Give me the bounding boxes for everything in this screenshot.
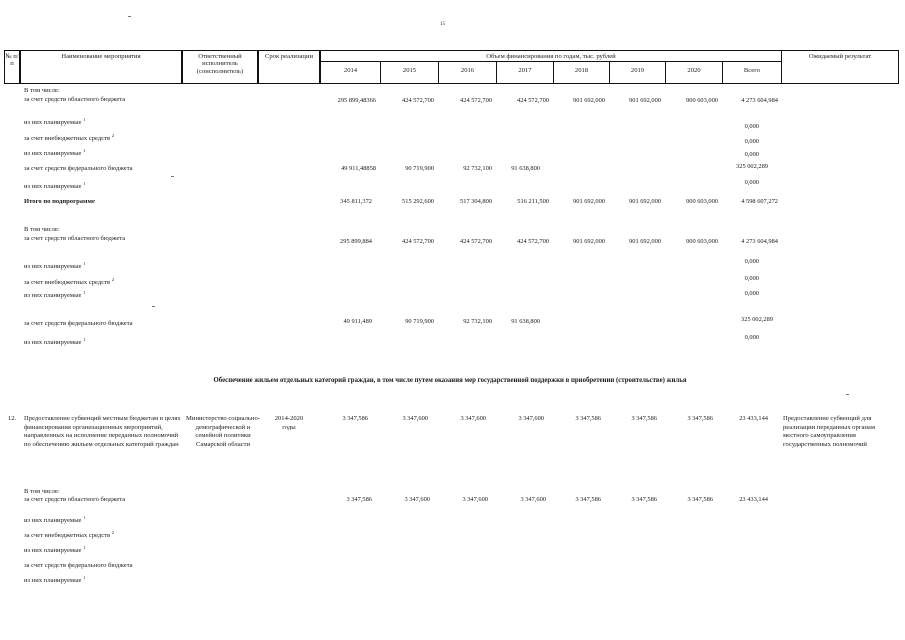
block1-extra-label: за счет внебюджетных средств $^2$ [24,132,115,142]
block2-federal-2016: 92 732,100 [463,318,492,325]
section-heading: Обеспечение жильем отдельных категорий граждан, в том числе путем оказания мер государственной поддержки в приобретении (строительстве) жилья [213,377,687,384]
block2-including: В том числе: [24,226,60,233]
block1-planned3-label: из них планируемые $^1$ [24,180,86,190]
block2-regional-2014: 295 899,884 [340,238,372,245]
block2-planned2-label: из них планируемые $^1$ [24,289,86,299]
total-all: 4 598 607,272 [741,198,778,205]
header-funding: Объем финансирования по годам, тыс. рублей [320,50,782,62]
scan-mark [846,394,849,395]
item12-total: 23 433,144 [739,415,768,422]
item12-2015: 3 347,600 [402,415,428,422]
block1-federal-label: за счет средств федерального бюджета [24,165,133,172]
block2-regional-2018: 901 692,000 [573,238,605,245]
block1-regional-2017: 424 572,700 [517,97,549,104]
block1-planned2-total: 0,000 [744,151,759,158]
block3-regional-2018: 3 347,586 [575,496,601,503]
block2-regional-total: 4 273 604,984 [741,238,778,245]
block2-federal-2014: 49 911,489 [343,318,372,325]
block1-extra-total: 0,000 [744,138,759,145]
scan-mark [152,306,155,307]
block2-planned3-total: 0,000 [744,334,759,341]
header-year-2019: 2019 [609,61,666,84]
block2-planned1-label: из них планируемые $^1$ [24,260,86,270]
block2-federal-2015: 90 719,900 [405,318,434,325]
block3-federal-label: за счет средств федерального бюджета [24,562,133,569]
total-2016: 517 304,800 [460,198,492,205]
header-year-total: Всего [722,61,782,84]
block1-regional-2018: 901 692,000 [573,97,605,104]
header-result: Ожидаемый результат [781,50,899,84]
header-year-2014: 2014 [320,61,381,84]
block3-regional-2015: 3 347,600 [404,496,430,503]
block3-including: В том числе: [24,488,60,495]
block3-regional-2020: 3 347,586 [687,496,713,503]
header-year-2020: 2020 [665,61,723,84]
scan-mark [128,16,131,17]
block2-federal-label: за счет средств федерального бюджета [24,320,133,327]
item12-number: 12. [8,415,17,422]
block2-planned3-label: из них планируемые $^1$ [24,336,86,346]
block2-regional-2016: 424 572,700 [460,238,492,245]
block3-regional-2016: 3 347,600 [462,496,488,503]
block2-regional-2015: 424 572,700 [402,238,434,245]
item12-executor: Министерство социально-демографической и семейной политики Самарской области [186,415,260,448]
block2-regional-2019: 901 692,000 [629,238,661,245]
total-2020: 900 603,000 [686,198,718,205]
block2-extra-total: 0,000 [744,275,759,282]
block1-regional-2014: 295 899,48366 [337,97,376,104]
item12-name: Предоставление субвенций местным бюджетам в целях финансирования организационных мероприятий, направленных на исполнение переданных полномочий по обеспечению жильем отдельных категорий граждан [24,415,181,448]
scan-mark [171,176,174,177]
total-2015: 515 292,600 [402,198,434,205]
block1-planned2-label: из них планируемые $^1$ [24,147,86,157]
block2-planned2-total: 0,000 [744,290,759,297]
page-number: 15 [440,22,445,27]
item12-result: Предоставление субвенций для реализации переданных органам местного самоуправления государственных полномочий [783,415,876,448]
block1-federal-2017: 91 638,800 [511,165,540,172]
block1-planned3-total: 0,000 [744,179,759,186]
header-name: Наименование мероприятия [20,50,182,84]
subprogram-total-label: Итого по подпрограмме [24,198,95,205]
total-2017: 516 211,500 [517,198,549,205]
item12-2014: 3 347,586 [342,415,368,422]
block3-regional-2017: 3 347,600 [520,496,546,503]
block2-federal-2017: 91 638,800 [511,318,540,325]
block3-planned2-label: из них планируемые $^1$ [24,544,86,554]
block3-regional-total: 23 433,144 [739,496,768,503]
header-year-2018: 2018 [553,61,610,84]
block1-regional-2016: 424 572,700 [460,97,492,104]
block3-planned1-label: из них планируемые $^1$ [24,514,86,524]
block1-regional-label: за счет средств областного бюджета [24,96,126,103]
block1-federal-2015: 90 719,900 [405,165,434,172]
block3-extra-label: за счет внебюджетных средств $^2$ [24,529,115,539]
header-year-2015: 2015 [380,61,439,84]
block3-planned3-label: из них планируемые $^1$ [24,574,86,584]
block1-including: В том числе: [24,87,60,94]
item12-2018: 3 347,586 [575,415,601,422]
block3-regional-label: за счет средств областного бюджета [24,496,126,503]
block2-regional-label: за счет средств областного бюджета [24,235,126,242]
block2-regional-2017: 424 572,700 [517,238,549,245]
block2-extra-label: за счет внебюджетных средств $^2$ [24,276,115,286]
header-year-2016: 2016 [438,61,497,84]
item12-2017: 3 347,600 [518,415,544,422]
total-2014: 345 811,372 [340,198,372,205]
item12-2020: 3 347,586 [687,415,713,422]
item12-period: 2014-2020 годы [274,415,304,431]
total-2019: 901 692,000 [629,198,661,205]
block1-planned1-label: из них планируемые $^1$ [24,116,86,126]
item12-2019: 3 347,586 [631,415,657,422]
block2-planned1-total: 0,000 [744,258,759,265]
header-year-2017: 2017 [496,61,554,84]
item12-2016: 3 347,600 [460,415,486,422]
block1-federal-total: 325 002,289 [736,163,768,170]
block1-federal-2014: 49 911,48858 [341,165,376,172]
block2-federal-total: 325 002,289 [741,316,773,323]
header-period: Срок реализации [258,50,320,84]
block1-federal-2016: 92 732,100 [463,165,492,172]
total-2018: 901 692,000 [573,198,605,205]
block3-regional-2014: 3 347,586 [346,496,372,503]
header-executor: Ответственный исполнитель (соисполнитель) [182,50,258,84]
header-num: № п/п [4,50,20,84]
block1-regional-2020: 900 603,000 [686,97,718,104]
block1-regional-2015: 424 572,700 [402,97,434,104]
block1-regional-2019: 901 692,000 [629,97,661,104]
block1-regional-total: 4 273 604,984 [741,97,778,104]
block1-planned1-total: 0,000 [744,123,759,130]
block2-regional-2020: 900 603,000 [686,238,718,245]
block3-regional-2019: 3 347,586 [631,496,657,503]
